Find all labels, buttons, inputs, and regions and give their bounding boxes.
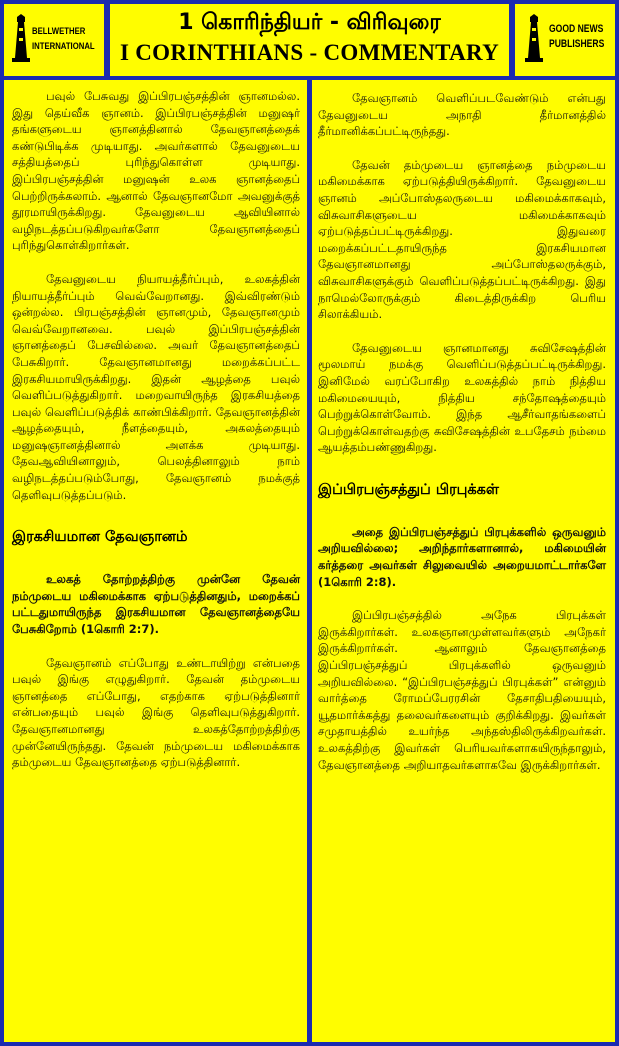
column-divider (307, 80, 312, 1046)
good-news-publishers-logo (515, 4, 615, 76)
header-banner (0, 0, 619, 80)
paragraph: தேவஞானம் எப்போது உண்டாயிற்று என்பதை பவுல் இங்கு எழுதுகிறார். தேவன் தம்முடைய ஞானத்தை எப்போது, எதற்காக ஏற்படுத்தினார் என்பதையும் பவுல் இங்கு தெளிவுபடுத்துகிறார். தேவஞானமானது உலகத்தோற்றத்திற்கு முன்னேயிருந்தது. தேவன் நம்முடைய மகிமைக்காக தம்முடைய தேவஞானத்தை ஏற்படுத்தினார். (12, 655, 300, 770)
bellwether-logo (4, 4, 104, 76)
left-column (12, 88, 300, 771)
paragraph: பவுல் பேசுவது இப்பிரபஞ்சத்தின் ஞானமல்ல. இது தெய்வீக ஞானம். இப்பிரபஞ்சத்தின் மனுஷர் தங்களுடைய ஞானத்தினால் தேவஞானத்தைக் கண்டுபிடிக்க முடியாது. அவர்களால் தேவனுடைய சத்தியத்தைப் புரிந்துகொள்ள முடியாது. இப்பிரபஞ்சத்தின் மனுஷன் உலக ஞானத்தைப் பெற்றிருக்கலாம். ஆனால் தேவஞானமோ அவனுக்குத் தூரமாயிருக்கிறது. தேவனுடைய ஆவியினால் வழிநடத்தப்படுகிறவர்களோ தேவஞானத்தைப் புரிந்துகொள்கிறார்கள். (12, 89, 300, 253)
page-title-tamil: 1 கொரிந்தியர் - விரிவுரை (178, 10, 441, 35)
scripture-verse: அதை இப்பிரபஞ்சத்துப் பிரபுக்களில் ஒருவனும் அறியவில்லை; அறிந்தார்களானால், மகிமையின் கர்த்தரை அவர்கள் சிலுவையில் அறையமாட்டார்களே (1கொரி 2:8). (318, 524, 606, 589)
paragraph: தேவனுடைய ஞானமானது சுவிசேஷத்தின் மூலமாய் நமக்கு வெளிப்படுத்தப்பட்டிருக்கிறது. இனிமேல் வரப்போகிற உலகத்தில் நாம் நித்திய மகிமையையும், நித்திய சந்தோஷத்தையும் பெற்றுக்கொள்வோம். இந்த ஆசீர்வாதங்களைப் பெற்றுக்கொள்வதற்கு சுவிசேஷத்தின் உபதேசம் நம்மை ஆயத்தம்பண்ணுகிறது. (318, 340, 606, 455)
good-news-logo-text: GOOD NEWS PUBLISHERS (549, 23, 605, 50)
right-column (318, 90, 606, 773)
frame-left-border (0, 80, 4, 1046)
section-heading: இரகசியமான தேவஞானம் (12, 529, 188, 546)
title-box (110, 4, 509, 76)
lighthouse-icon (10, 14, 32, 64)
bellwether-logo-text: BELLWETHER INTERNATIONAL (32, 26, 95, 51)
scripture-verse: உலகத் தோற்றத்திற்கு முன்னே தேவன் நம்முடைய மகிமைக்காக ஏற்படுத்தினதும், மறைக்கப் பட்டதுமாயிருந்த இரகசியமான தேவஞானத்தையே பேசுகிறோம் (1கொரி 2:7). (12, 572, 300, 637)
paragraph: தேவனுடைய நியாயத்தீர்ப்பும், உலகத்தின் நியாயத்தீர்ப்பும் வெவ்வேறானது. இவ்விரண்டும் ஒன்றல்ல. பிரபஞ்சத்தின் ஞானமும், தேவஞானமும் வெவ்வேறானவை. பவுல் இப்பிரபஞ்சத்தின் ஞானத்தைப் பேசவில்லை. அவர் தேவஞானத்தைப் பேசுகிறார். தேவஞானமானது மறைக்கப்பட்ட இரகசியமாயிருக்கிறது. இதன் ஆழத்தை பவுல் வெளிப்படுத்துகிறார். மறைவாயிருந்த இரகசியத்தை பவுல் வெளிப்படுத்திக் காண்பிக்கிறார். தேவஞானத்தின் ஆழத்தையும், நீளத்தையும், அகலத்தையும் மனுஷஞானத்தினால் அளக்க முடியாது. தேவஆவியினாலும், பெலத்தினாலும் நாம் வழிநடத்தப்படும்போது, தேவஞானம் நமக்குத் தெளிவுபடுத்தப்படும். (12, 271, 300, 502)
lighthouse-icon (523, 14, 545, 64)
frame-right-border (615, 80, 619, 1046)
paragraph: இப்பிரபஞ்சத்தில் அநேக பிரபுக்கள் இருக்கிறார்கள். உலகஞானமுள்ளவர்களும் அநேகர் இருக்கிறார்கள். ஆனாலும் தேவஞானத்தை இப்பிரபஞ்சத்துப் பிரபுக்களில் ஒருவனும் அறியவில்லை. “இப்பிரபஞ்சத்துப் பிரபுக்கள்” என்னும் வார்த்தை ரோமப்பேரரசின் தேசாதிபதியையும், யூதமார்க்கத்து தலைவர்களையும் குறிக்கிறது. இவர்கள் சமுதாயத்தில் உயர்ந்த அந்தஸ்திலிருக்கிறவர்கள். உலகத்திற்கு இவர்கள் பெரியவர்களாகயிருந்தாலும், தேவஞானத்தை அறியாதவர்களாகவே இருக்கிறார்கள். (318, 608, 606, 772)
section-heading: இப்பிரபஞ்சத்துப் பிரபுக்கள் (318, 481, 500, 498)
paragraph: தேவன் தம்முடைய ஞானத்தை நம்முடைய மகிமைக்காக ஏற்படுத்தியிருக்கிறார். தேவனுடைய ஞானம் அப்போஸ்தலருடைய மகிமைக்காகவும், விசுவாசிகளுடைய மகிமைக்காகவும் ஏற்படுத்தப்பட்டிருக்கிறது. இதுவரை மறைக்கப்பட்டதாயிருந்த இரகசியமான தேவஞானமானது அப்போஸ்தலருக்கும், விசுவாசிகளுக்கும் வெளிப்படுத்தப்பட்டிருக்கிறது. இது நாமெல்லோருக்கும் கிடைத்திருக்கிற பெரிய சிலாக்கியம். (318, 157, 606, 322)
page-title-english: I CORINTHIANS - COMMENTARY (119, 40, 500, 65)
paragraph: தேவஞானம் வெளிப்படவேண்டும் என்பது தேவனுடைய அநாதி தீர்மானத்தில் தீர்மானிக்கப்பட்டிருந்தது. (318, 91, 606, 139)
